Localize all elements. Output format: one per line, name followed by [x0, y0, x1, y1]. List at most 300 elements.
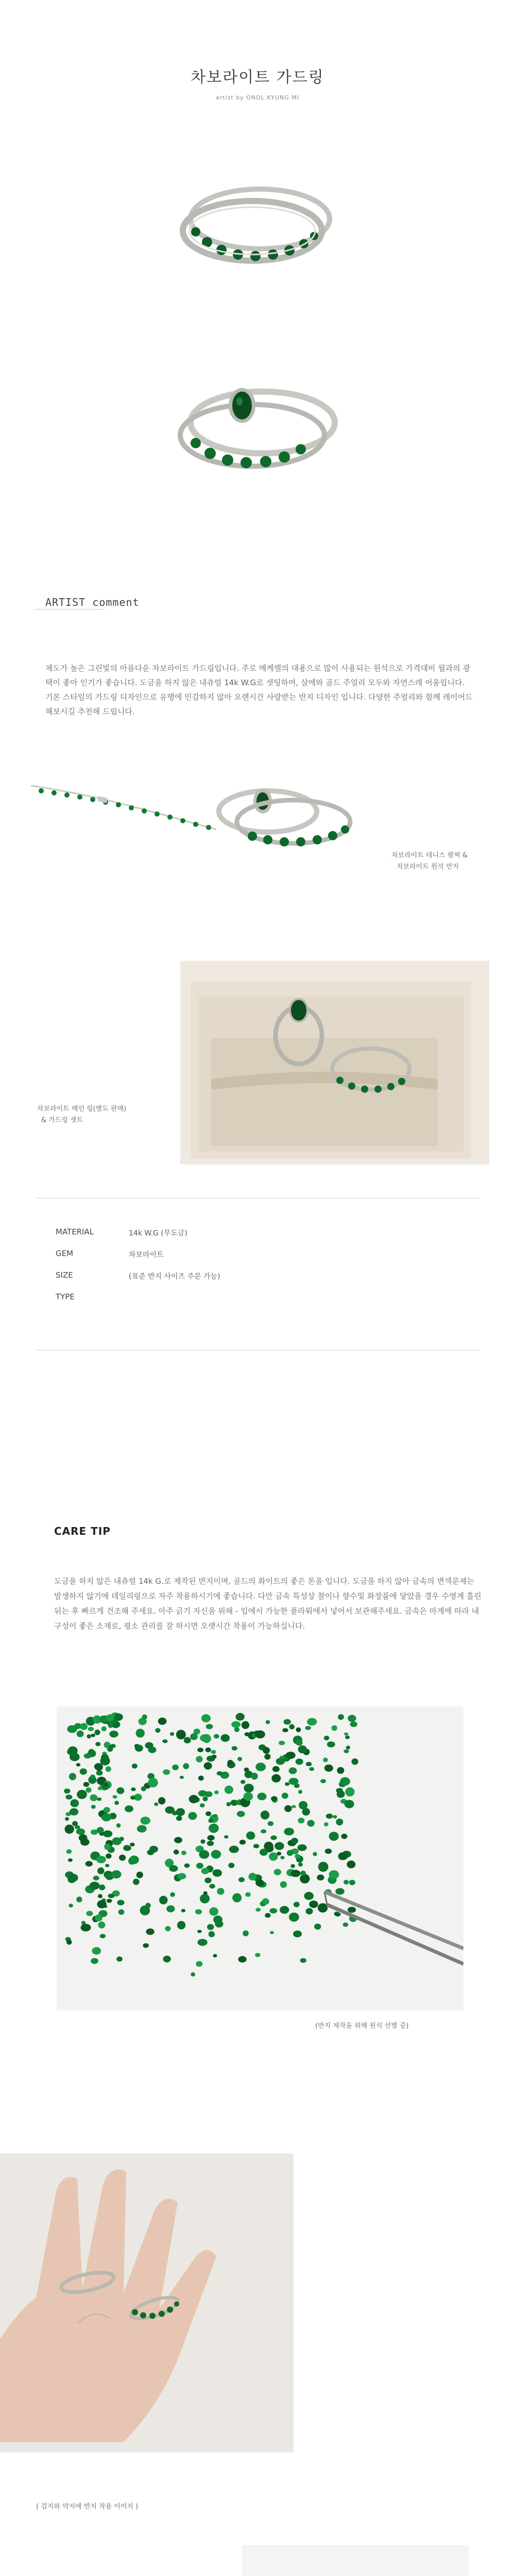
loose-stone: [227, 1760, 233, 1765]
loose-stone: [255, 1762, 266, 1771]
loose-stone: [133, 1879, 140, 1885]
loose-stone: [209, 1824, 219, 1833]
loose-stone: [98, 1922, 105, 1929]
loose-stone: [176, 1808, 185, 1816]
loose-stone: [340, 1777, 350, 1786]
loose-stone: [306, 1762, 312, 1767]
loose-stone: [70, 1808, 78, 1816]
loose-stone: [344, 1880, 349, 1885]
loose-stone: [170, 1732, 174, 1736]
loose-stone: [180, 1776, 184, 1779]
loose-stone: [116, 1787, 124, 1794]
loose-stone: [345, 1736, 350, 1739]
loose-stone: [200, 1894, 210, 1903]
loose-stone: [66, 1850, 72, 1854]
loose-stone: [280, 1881, 287, 1888]
loose-stone: [261, 1810, 269, 1819]
loose-stone: [97, 1900, 106, 1908]
loose-stone: [125, 1805, 133, 1812]
box-caption-line2: & 가드링 셋트: [41, 1116, 83, 1124]
loose-stone: [118, 1909, 125, 1915]
care-tip-text: 도금을 하지 않은 내츄럴 14k G.로 제작된 반지이며, 골드의 화이트의 좋은 톤을 입니다. 도금을 하지 않아 금속의 변색문제는 발생하지 않기에 데일리링으로 자주 착용하시기에 좋습니다. 다만 금속 특성상 찰이나 향수및 화장품에 닿았을 경우 수영계 흘린 뒤는 후 빠르게 건조해 주세요. 아주 긁기 자신을 위해 - 입에서 가능한 플라워에서 넣어서 보관해주세요. 금속은 마계에 따라 내구성이 좋은 소재로, 평소 관리를 잘 하시면 오랫시간 착용이 가능하십니다.: [54, 1577, 482, 1631]
loose-stone: [345, 1787, 354, 1797]
loose-stone: [93, 1876, 99, 1880]
loose-stone: [289, 1767, 297, 1774]
loose-stone: [309, 1767, 314, 1771]
loose-stone: [263, 1747, 270, 1754]
loose-stone: [68, 1904, 73, 1907]
loose-stone: [249, 1873, 257, 1880]
loose-stone: [109, 1731, 118, 1737]
loose-stone: [172, 1765, 179, 1770]
loose-stone: [268, 1821, 274, 1826]
loose-stone: [282, 1793, 288, 1799]
loose-stone: [149, 1846, 158, 1853]
loose-stone: [109, 1745, 113, 1749]
loose-stone: [209, 1907, 218, 1916]
loose-stone: [108, 1723, 113, 1728]
loose-stone: [65, 1794, 72, 1800]
loose-stone: [142, 1715, 147, 1720]
artist-byline: artist by ONOL.KYUNG MI: [216, 94, 299, 101]
loose-stone: [239, 1840, 246, 1845]
loose-stone: [344, 1750, 349, 1753]
loose-stone: [207, 1841, 214, 1846]
loose-stone: [260, 1849, 268, 1856]
loose-stone: [188, 1812, 197, 1820]
loose-stone: [327, 1741, 335, 1748]
loose-stone: [119, 1855, 126, 1861]
loose-stone: [201, 1868, 209, 1874]
stacked-rings-photo: [175, 170, 340, 273]
loose-stone: [344, 1733, 348, 1736]
page-title: 차보라이트 가드링: [191, 69, 324, 87]
loose-stone: [323, 1757, 328, 1762]
loose-stone: [136, 1872, 143, 1878]
loose-stone: [104, 1807, 110, 1812]
loose-stone: [350, 1721, 357, 1727]
loose-stone: [228, 1863, 234, 1868]
loose-stone: [229, 1846, 239, 1853]
loose-stone: [200, 1839, 205, 1843]
loose-stone: [296, 1727, 301, 1732]
loose-stone: [145, 1742, 153, 1749]
loose-stone: [272, 1766, 280, 1772]
loose-stone: [98, 1787, 102, 1790]
loose-stone: [266, 1720, 270, 1724]
loose-stone: [280, 1856, 284, 1859]
loose-stone: [91, 1805, 96, 1809]
loose-stone: [106, 1854, 111, 1859]
artist-comment-heading: ARTIST comment: [45, 596, 140, 608]
hand-rings-photo-2: [242, 2545, 469, 2576]
loose-stone: [293, 1930, 302, 1937]
hand-rings-photo-1: [0, 2154, 294, 2452]
loose-stone: [98, 1894, 102, 1898]
loose-stone: [270, 1931, 274, 1934]
loose-stone: [145, 1903, 150, 1908]
loose-stone: [225, 1786, 233, 1794]
loose-stone: [309, 1901, 318, 1908]
loose-stone: [83, 1782, 90, 1787]
loose-stone: [282, 1728, 288, 1732]
loose-stone: [286, 1752, 296, 1759]
loose-stone: [307, 1820, 315, 1826]
loose-stone: [217, 1771, 222, 1775]
loose-stone: [96, 1856, 106, 1863]
hand-photo-1-caption: ( 검지와 약지에 반지 착용 이미지 ): [36, 2503, 139, 2511]
loose-stones-photo: [57, 1706, 464, 2010]
loose-stone: [80, 1839, 90, 1846]
loose-stone: [198, 1939, 208, 1946]
loose-stone: [69, 1874, 78, 1882]
loose-stones-caption: (반지 제작을 위해 원석 선별 중): [315, 2022, 409, 2030]
loose-stone: [209, 1931, 215, 1937]
loose-stone: [136, 1729, 145, 1738]
loose-stone: [298, 1844, 307, 1851]
loose-stone: [300, 1874, 310, 1883]
loose-stone: [205, 1748, 211, 1752]
loose-stone: [204, 1762, 212, 1770]
loose-stone: [165, 1926, 170, 1931]
loose-stone: [298, 1790, 302, 1794]
loose-stone: [352, 1758, 358, 1765]
loose-stone: [131, 1787, 136, 1791]
loose-stone: [307, 1718, 317, 1726]
loose-stone: [100, 1934, 106, 1938]
loose-stone: [70, 1799, 79, 1807]
loose-stone: [203, 1891, 208, 1895]
loose-stone: [95, 1763, 102, 1771]
loose-stone: [335, 1912, 340, 1917]
loose-stone: [197, 1748, 203, 1752]
loose-stone: [201, 1714, 211, 1722]
loose-stone: [108, 1894, 115, 1899]
loose-stone: [141, 1817, 150, 1824]
loose-stone: [314, 1924, 321, 1930]
loose-stone: [291, 1838, 298, 1844]
loose-stone: [304, 1892, 314, 1900]
spec-value-gem: 차보라이트: [129, 1251, 164, 1259]
loose-stone: [298, 1862, 303, 1867]
loose-stone: [204, 1877, 211, 1883]
loose-stone: [68, 1858, 73, 1862]
loose-stone: [276, 1758, 285, 1765]
loose-stone: [224, 1835, 229, 1838]
loose-stone: [285, 1782, 289, 1786]
loose-stone: [284, 1719, 291, 1725]
loose-stone: [291, 1805, 296, 1808]
artist-comment-text: 채도가 높은 그린빛의 아름다운 차보라이트 가드링입니다. 주로 메케렐의 대용으로 많이 사용되는 원석으로 가격대비 월과의 광택이 좋아 인기가 좋습니다. 도금을 하지 않은 내츄럴 14k W.G로 셋팅하여, 살에와 골드 주얼리 모두와 자연스레 어울립니다. 기본 스타일의 가드링 디자인으로 유행에 민감하지 않아 오랜시간 사랑받는 반지 디자인 입니다. 다양한 주얼리와 함께 레이어드 해보시길 추천해 드립니다.: [45, 664, 473, 716]
loose-stone: [162, 1739, 167, 1743]
loose-stone: [269, 1908, 277, 1913]
loose-stone: [141, 1786, 146, 1791]
loose-stone: [85, 1861, 93, 1867]
loose-stone: [80, 1768, 87, 1774]
loose-stone: [299, 1801, 307, 1809]
loose-stone: [305, 1726, 311, 1730]
loose-stone: [271, 1796, 278, 1801]
spec-value-material: 14k W.G (무도금): [129, 1229, 187, 1238]
loose-stone: [238, 1956, 246, 1962]
loose-stone: [87, 1911, 93, 1916]
loose-stone: [114, 1714, 123, 1721]
loose-stone: [289, 1912, 299, 1922]
loose-stone: [130, 1795, 135, 1800]
loose-stone: [97, 1798, 101, 1801]
loose-stone: [338, 1714, 344, 1720]
loose-stone: [195, 1909, 202, 1914]
loose-stone: [332, 1725, 337, 1731]
loose-stone: [64, 1789, 70, 1794]
loose-stone: [347, 1860, 355, 1868]
loose-stone: [69, 1773, 76, 1780]
loose-stone: [97, 1868, 104, 1874]
loose-stone: [116, 1956, 123, 1961]
loose-stone: [324, 1822, 329, 1826]
loose-stone: [191, 1972, 195, 1976]
loose-stone: [95, 1730, 100, 1735]
loose-stone: [114, 1801, 119, 1805]
loose-stone: [101, 1754, 109, 1761]
loose-stone: [212, 1755, 217, 1759]
loose-stone: [65, 1817, 69, 1821]
loose-stone: [320, 1779, 326, 1783]
loose-stone: [90, 1794, 98, 1801]
spec-label-type: TYPE: [56, 1292, 75, 1301]
loose-stone: [333, 1815, 337, 1819]
loose-stone: [113, 1795, 117, 1799]
loose-stone: [217, 1888, 224, 1894]
loose-stone: [105, 1864, 109, 1867]
loose-stone: [196, 1756, 202, 1762]
loose-stone: [242, 1721, 249, 1729]
loose-stone: [104, 1843, 111, 1850]
loose-stone: [236, 1713, 245, 1721]
loose-stone: [99, 1885, 105, 1890]
loose-stone: [213, 1869, 222, 1877]
loose-stone: [298, 1745, 307, 1753]
loose-stone: [213, 1814, 217, 1817]
loose-stone: [300, 1958, 306, 1963]
loose-stone: [178, 1873, 186, 1879]
loose-stone: [88, 1727, 94, 1731]
loose-stone: [101, 1726, 107, 1732]
loose-stone: [206, 1724, 213, 1729]
loose-stone: [329, 1832, 339, 1841]
loose-stone: [284, 1805, 292, 1812]
loose-stone: [215, 1921, 223, 1928]
loose-stone: [207, 1835, 214, 1841]
loose-stone: [300, 1871, 306, 1876]
loose-stone: [104, 1783, 108, 1787]
loose-stone: [348, 1715, 356, 1722]
loose-stone: [325, 1849, 332, 1854]
loose-stone: [163, 1956, 171, 1962]
loose-stone: [337, 1767, 344, 1774]
loose-stone: [199, 1850, 210, 1859]
loose-stone: [200, 1803, 205, 1807]
loose-stone: [177, 1921, 185, 1929]
loose-stone: [343, 1923, 349, 1927]
loose-stone: [204, 1791, 212, 1797]
loose-stone: [318, 1903, 328, 1912]
loose-stone: [65, 1825, 74, 1834]
loose-stone: [116, 1823, 121, 1828]
loose-stone: [253, 1844, 260, 1848]
loose-stone: [295, 1854, 300, 1859]
loose-stone: [214, 1790, 219, 1794]
loose-stone: [339, 1853, 348, 1860]
loose-stone: [176, 1816, 182, 1821]
loose-stone: [341, 1834, 348, 1839]
loose-stone: [346, 1745, 350, 1750]
loose-stone: [174, 1850, 179, 1855]
loose-stone: [143, 1943, 149, 1948]
loose-stone: [128, 1857, 136, 1865]
loose-stone: [221, 1734, 230, 1742]
loose-stone: [91, 1958, 98, 1964]
loose-stone: [95, 1914, 102, 1921]
loose-stone: [270, 1836, 277, 1840]
loose-stone: [103, 1831, 112, 1837]
loose-stone: [245, 1892, 251, 1897]
loose-stone: [170, 1892, 175, 1897]
loose-stone: [163, 1769, 170, 1775]
loose-stone: [255, 1731, 265, 1739]
loose-stone: [258, 1793, 267, 1801]
loose-stone: [317, 1874, 324, 1880]
loose-stone: [174, 1837, 182, 1843]
loose-stone: [289, 1778, 299, 1785]
loose-stone: [77, 1790, 87, 1799]
loose-stone: [84, 1753, 91, 1758]
loose-stone: [329, 1870, 339, 1879]
main-ring-photo: [165, 374, 350, 482]
loose-stone: [107, 1899, 112, 1903]
loose-stone: [68, 1747, 78, 1755]
loose-stone: [155, 1728, 160, 1733]
loose-stone: [324, 1765, 333, 1772]
loose-stone: [96, 1770, 103, 1775]
loose-stone: [76, 1896, 82, 1902]
loose-stone: [237, 1757, 242, 1761]
loose-stone: [289, 1724, 295, 1729]
loose-stone: [274, 1869, 282, 1875]
loose-stone: [265, 1913, 270, 1918]
loose-stone: [232, 1746, 237, 1750]
loose-stone: [262, 1899, 269, 1905]
loose-stone: [95, 1742, 100, 1746]
loose-stone: [244, 1792, 253, 1801]
loose-stone: [158, 1718, 167, 1725]
loose-stone: [87, 1734, 91, 1738]
set-caption-line2: 차보라이트 원석 반지: [397, 863, 459, 871]
loose-stone: [101, 1813, 112, 1821]
loose-stone: [90, 1774, 95, 1778]
loose-stone: [184, 1737, 191, 1743]
loose-stone: [196, 1961, 202, 1967]
spec-label-size: SIZE: [56, 1270, 73, 1280]
ring-box-photo: [180, 961, 489, 1164]
loose-stone: [290, 1864, 295, 1868]
loose-stone: [81, 1924, 91, 1931]
loose-stone: [92, 1947, 101, 1955]
loose-stone: [255, 1953, 261, 1957]
loose-stone: [237, 1811, 245, 1817]
loose-stone: [97, 1827, 104, 1833]
loose-stone: [324, 1736, 330, 1740]
loose-stone: [166, 1905, 175, 1912]
loose-stone: [326, 1814, 333, 1819]
loose-stone: [213, 1954, 217, 1958]
loose-stone: [200, 1734, 210, 1742]
loose-stone: [130, 1843, 134, 1846]
loose-stone: [176, 1730, 186, 1740]
loose-stone: [227, 1802, 231, 1806]
box-caption-line1: 차보라이트 메인 링(별도 판매): [37, 1105, 127, 1113]
loose-stone: [238, 1877, 245, 1883]
loose-stone: [76, 1828, 85, 1835]
loose-stone: [137, 1825, 147, 1833]
loose-stone: [277, 1852, 281, 1855]
loose-stone: [106, 1714, 114, 1721]
loose-stone: [90, 1882, 100, 1889]
loose-stone: [296, 1758, 303, 1765]
loose-stone: [183, 1763, 189, 1769]
loose-stone: [251, 1773, 258, 1780]
loose-stone: [190, 1733, 198, 1740]
loose-stone: [298, 1818, 304, 1823]
loose-stone: [181, 1909, 186, 1912]
loose-stone: [209, 1819, 213, 1823]
loose-stone: [209, 1884, 215, 1889]
loose-stone: [284, 1828, 294, 1836]
loose-stone: [207, 1924, 214, 1930]
loose-stone: [246, 1832, 255, 1840]
set-caption-line1: 차보라이트 테니스 팔찌 &: [391, 852, 468, 859]
loose-stone: [243, 1930, 249, 1936]
loose-stone: [66, 1940, 72, 1945]
loose-stone: [146, 1928, 154, 1935]
loose-stone: [279, 1741, 285, 1745]
care-tip-heading: CARE TIP: [54, 1525, 111, 1537]
loose-stone: [318, 1862, 329, 1872]
loose-stone: [169, 1865, 178, 1872]
loose-stone: [241, 1780, 246, 1784]
loose-stone: [67, 1725, 77, 1733]
loose-stone: [148, 1778, 158, 1788]
loose-stone: [159, 1896, 168, 1905]
loose-stone: [274, 1842, 284, 1850]
loose-stone: [117, 1900, 124, 1906]
loose-stone: [336, 1788, 342, 1793]
loose-stone: [184, 1863, 190, 1868]
loose-stone: [231, 1721, 241, 1728]
loose-stone: [345, 1800, 354, 1808]
loose-stone: [348, 1907, 356, 1913]
loose-stone: [205, 1811, 211, 1816]
loose-stone: [135, 1744, 143, 1752]
loose-stone: [112, 1837, 122, 1845]
loose-stone: [197, 1930, 202, 1933]
loose-stone: [198, 1775, 204, 1781]
loose-stone: [280, 1906, 289, 1913]
loose-stone: [154, 1802, 158, 1806]
loose-stone: [181, 1851, 186, 1855]
loose-stone: [211, 1750, 216, 1754]
loose-stone: [255, 1908, 261, 1911]
